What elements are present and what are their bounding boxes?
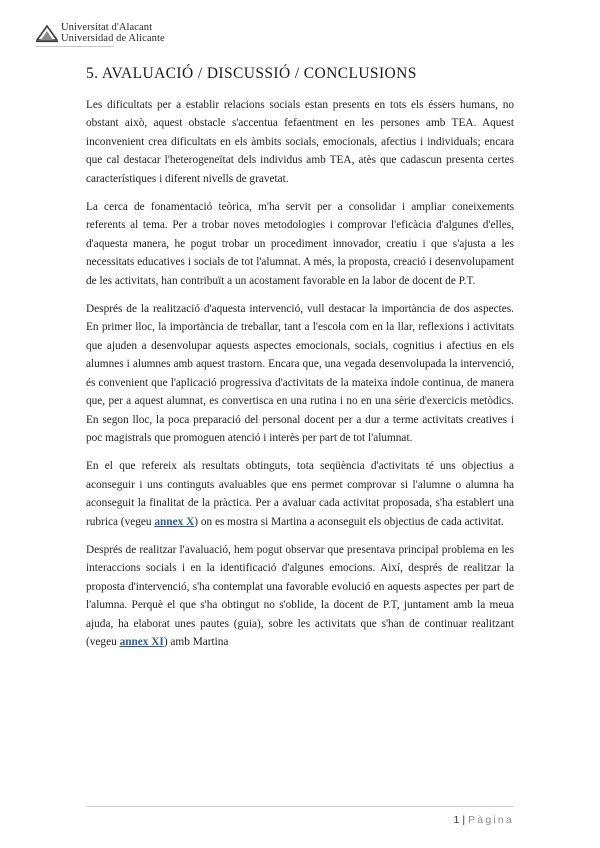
university-name-ca: Universitat d'Alacant — [61, 22, 153, 33]
document-body — [86, 96, 514, 661]
footer-divider — [86, 806, 514, 807]
paragraph-5-text-end: ) amb Martina — [163, 635, 229, 648]
paragraph-1: Les dificultats per a establir relacions socials estan presents en tots els éssers humans, no obstant això, aquest obstacle s'accentua fefaentment en les persones amb TEA. Aquest inconvenient crea dificultats en els àmbits socials, emocionals, afectius i individuals; encara que cal destacar l'heterogeneïtat dels individus amb TEA, atès que cadascun presenta certes característiques i diferent nivells de gravetat. — [86, 99, 514, 185]
annex-xi-link[interactable]: annex XI — [119, 635, 164, 648]
annex-x-link[interactable]: annex X — [154, 515, 195, 528]
paragraph-4-text-end: ) on es mostra si Martina a aconseguit els objectius de cada activitat. — [194, 515, 504, 528]
university-header — [36, 22, 165, 44]
paragraph-2: La cerca de fonamentació teòrica, m'ha servit per a consolidar i ampliar coneixements referents al tema. Per a trobar noves metodologies i comprovar l'eficàcia d'algunes d'elles, d'aquesta manera, he pogut trobar un procediment innovador, creatiu i que s'ajusta a les necessitats educatives i socials de tot l'alumnat. A més, la proposta, creació i desenvolupament de les activitats, han contribuït a un acostament favorable en la labor de docent de P.T. — [86, 201, 514, 287]
university-name-es: Universidad de Alicante — [61, 33, 165, 44]
university-names — [61, 22, 165, 44]
paragraph-5 — [86, 541, 514, 651]
page-label: Pàgina — [468, 814, 514, 826]
paragraph-4 — [86, 457, 514, 531]
paragraph-3: Després de la realització d'aquesta intervenció, vull destacar la importància de dos aspectes. En primer lloc, la importància de treballar, tant a l'escola com en la llar, reflexions i activitats que ajuden a desenvolupar aquests aspectes emocionals, socials, cognitius i afectius en els alumnes i alumnes amb aquest trastorn. Encara que, una vegada desenvolupada la intervenció, és convenient que l'aplicació progressiva d'activitats de la mateixa índole continua, de manera que, per a aquest alumnat, es convertisca en una rutina i no en una sèrie d'exercicis metòdics. En segon lloc, la poca preparació del personal docent per a dur a terme activitats creatives i poc magistrals que promoguen atenció i interès per part de tot l'alumnat. — [86, 303, 514, 444]
page-footer — [454, 814, 514, 826]
university-logo-icon — [36, 23, 58, 43]
paragraph-4-text: En el que refereix als resultats obtinguts, tota seqüència d'activitats té uns objectius a aconseguir i uns continguts avaluables que ens permet comprovar si l'alumne o alumna ha aconseguit la finalitat de la pràctica. Per a avaluar cada activitat proposada, s'ha establert una rubrica (vegeu — [86, 460, 514, 528]
footer-separator: | — [462, 814, 466, 826]
section-title: 5. AVALUACIÓ / DISCUSSIÓ / CONCLUSIONS — [86, 65, 417, 82]
page-number: 1 — [453, 814, 460, 826]
header-divider — [36, 46, 114, 47]
paragraph-5-text: Després de realitzar l'avaluació, hem pogut observar que presentava principal problema en les interaccions socials i en la identificació d'algunes emocions. Així, després de realitzar la proposta d'intervenció, s'ha contemplat una favorable evolució en aquests aspectes per part de l'alumna. Perquè el que s'ha obtingut no s'oblide, la docent de P.T, juntament amb la meua ajuda, ha elaborat unes pautes (guia), sobre les activitats que s'han de continuar realitzant (vegeu — [86, 543, 514, 648]
